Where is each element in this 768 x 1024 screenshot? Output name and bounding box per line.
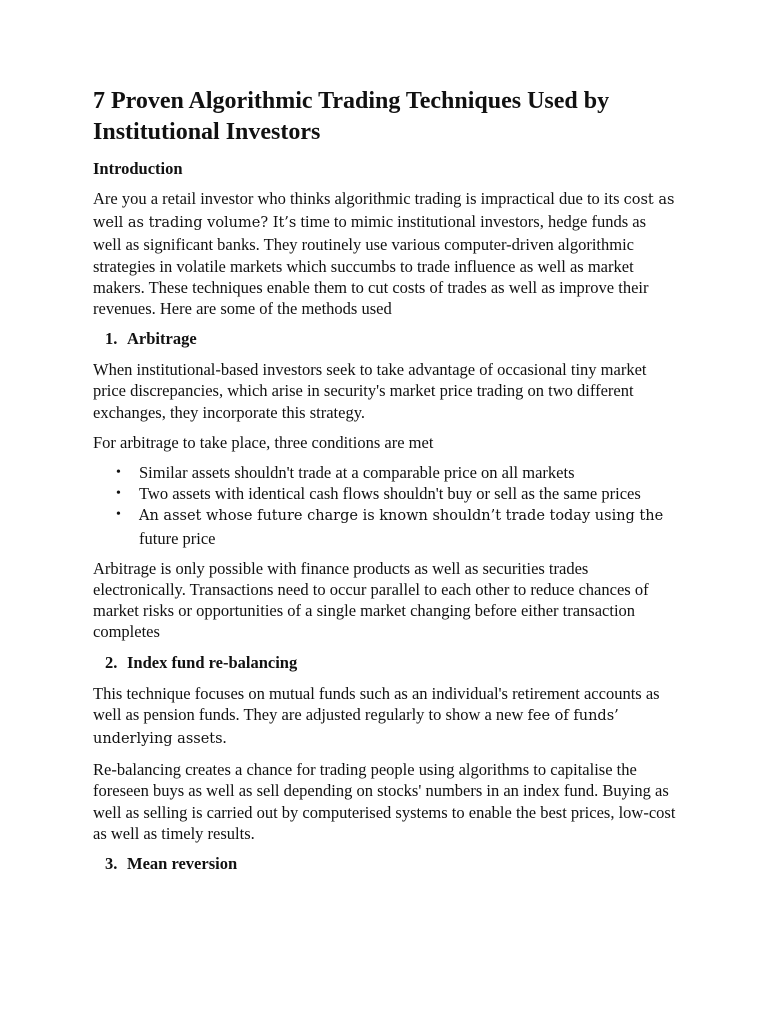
section-number: 2. [105, 652, 118, 672]
bullet-icon: • [116, 486, 121, 502]
index-fund-paragraph-1 [93, 683, 678, 751]
section-number: 3. [105, 854, 118, 874]
arbitrage-paragraph-2: For arbitrage to take place, three conditions are met [93, 432, 434, 452]
arbitrage-conditions-list [93, 462, 678, 549]
intro-heading: Introduction [93, 159, 183, 178]
document-title: 7 Proven Algorithmic Trading Techniques Used by Institutional Investors [93, 88, 610, 145]
list-item [93, 462, 678, 483]
bullet-icon: • [116, 507, 121, 523]
index-text-a: This technique focuses on mutual funds such as an individual's retirement accounts as well as pension funds. They are adjusted regularly to show a new [93, 683, 660, 724]
intro-text-b: cost as well as trading volume? It’s [93, 192, 675, 232]
intro-text-a: Are you a retail investor who thinks algorithmic trading is impractical due to its [93, 189, 624, 208]
section-title: Arbitrage [127, 329, 197, 349]
index-text-b: fee of funds’ underlying assets [93, 707, 619, 748]
section-number: 1. [105, 329, 118, 349]
section-heading-mean-reversion [93, 853, 678, 875]
list-item [93, 483, 678, 504]
arbitrage-paragraph-1: When institutional-based investors seek to take advantage of occasional tiny market price discrepancies, which arise in security's market price trading on two different exchanges, they incorporate this strategy. [93, 360, 647, 422]
index-text-c: . [222, 728, 227, 748]
section-heading-index-fund [93, 652, 678, 674]
index-fund-paragraph-2: Re-balancing creates a chance for trading people using algorithms to capitalise the foreseen buys as well as sell depending on stocks' numbers in an index fund. Buying as well as selling is carried out by computerised systems to enable the best prices, low-cost as well as timely results. [93, 760, 676, 843]
bullet-icon: • [116, 465, 121, 481]
intro-paragraph [93, 188, 678, 319]
intro-text-c: time to mimic institutional investors, hedge funds as well as significant banks. They routinely use various computer-driven algorithmic strategies in volatile markets which succumbs to trade influence as well as market makers. These techniques enable them to cut costs of trades as well as improve their revenues. Here are some of the methods used [93, 212, 649, 319]
section-title: Mean reversion [127, 854, 238, 874]
list-item-text-a: An asset whose future charge is known shouldn’t trade today using the [139, 508, 664, 525]
section-title: Index fund re-balancing [127, 652, 298, 672]
list-item-text: Similar assets shouldn't trade at a comparable price on all markets [139, 463, 575, 483]
section-heading-arbitrage [93, 328, 678, 350]
list-item [93, 504, 678, 548]
list-item-text: Two assets with identical cash flows shouldn't buy or sell as the same prices [139, 484, 641, 504]
arbitrage-paragraph-3: Arbitrage is only possible with finance products as well as securities trades electronically. Transactions need to occur parallel to each other to reduce chances of market risks or opportunities of a single market changing before either transaction completes [93, 558, 649, 642]
document-page [93, 86, 678, 884]
list-item-text-b: future price [139, 528, 216, 548]
